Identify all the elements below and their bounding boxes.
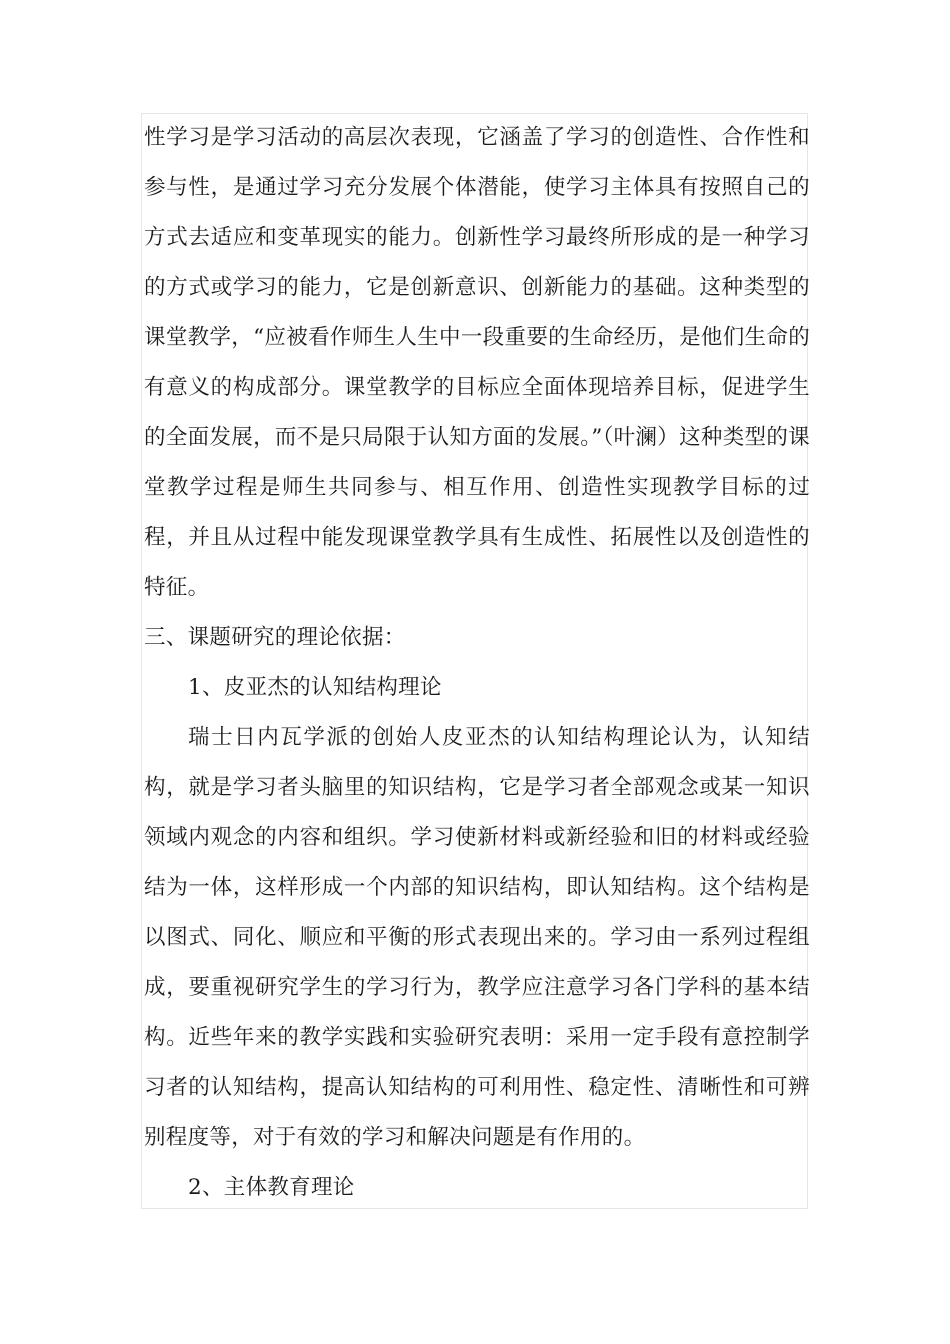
paragraph-piaget-theory: 瑞士日内瓦学派的创始人皮亚杰的认知结构理论认为，认知结构，就是学习者头脑里的知识结构，它是学习者全部观念或某一知识领域内观念的内容和组织。学习使新材料或新经验和旧的材料或经验结为一体，这样形成一个内部的知识结构，即认知结构。这个结构是以图式、同化、顺应和平衡的形式表现出来的。学习由一系列过程组成，要重视研究学生的学习行为，教学应注意学习各门学科的基本结构。近些年来的教学实践和实验研究表明：采用一定手段有意控制学习者的认知结构，提高认知结构的可利用性、稳定性、清晰性和可辨别程度等，对于有效的学习和解决问题是有作用的。 — [144, 725, 810, 1150]
document-body — [144, 113, 810, 1213]
subheading-subject-education-theory: 2、主体教育理论 — [188, 1175, 355, 1200]
section-heading-theory-basis: 三、课题研究的理论依据： — [144, 625, 406, 650]
subheading-piaget-theory: 1、皮亚杰的认知结构理论 — [188, 675, 442, 700]
paragraph-creative-learning: 性学习是学习活动的高层次表现，它涵盖了学习的创造性、合作性和参与性，是通过学习充分发展个体潜能，使学习主体具有按照自己的方式去适应和变革现实的能力。创新性学习最终所形成的是一种学习的方式或学习的能力，它是创新意识、创新能力的基础。这种类型的课堂教学，“应被看作师生人生中一段重要的生命经历，是他们生命的有意义的构成部分。课堂教学的目标应全面体现培养目标，促进学生的全面发展，而不是只局限于认知方面的发展。”（叶澜）这种类型的课堂教学过程是师生共同参与、相互作用、创造性实现教学目标的过程，并且从过程中能发现课堂教学具有生成性、拓展性以及创造性的特征。 — [144, 125, 810, 600]
